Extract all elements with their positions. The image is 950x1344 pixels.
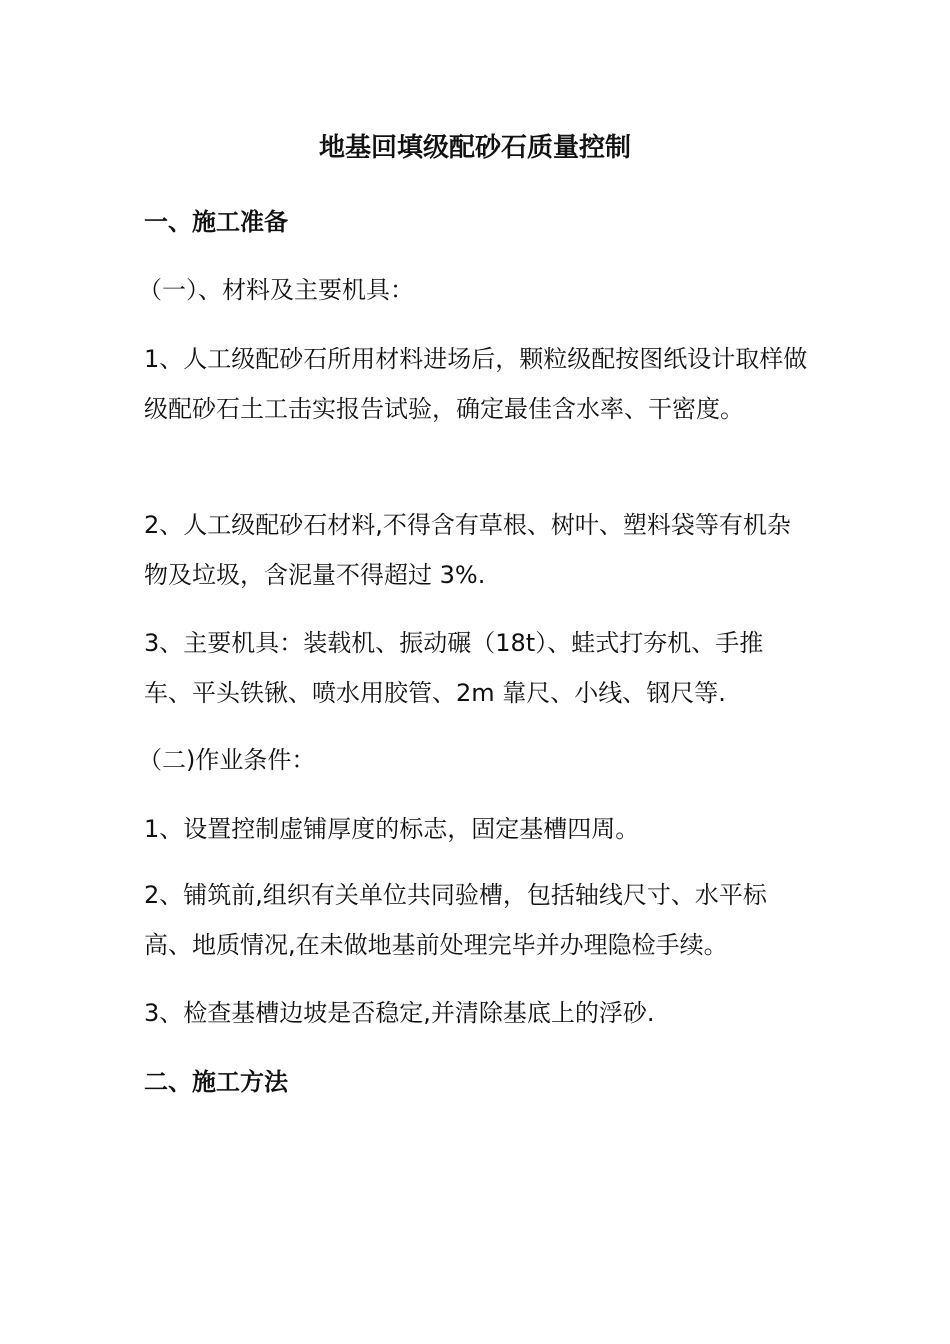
section-heading-preparation: 一、施工准备 xyxy=(144,208,288,236)
paragraph-conditions-1: 1、设置控制虚铺厚度的标志，固定基槽四周。 xyxy=(144,815,640,843)
paragraph-conditions-2: 2、铺筑前,组织有关单位共同验槽，包括轴线尺寸、水平标高、地质情况,在未做地基前处理完毕并办理隐检手续。 xyxy=(144,881,767,959)
paragraph-materials-3: 3、主要机具：装载机、振动碾（18t）、蛙式打夯机、手推车、平头铁锹、喷水用胶管、2m 靠尺、小线、钢尺等. xyxy=(144,629,764,707)
section-heading-construction-method: 二、施工方法 xyxy=(144,1068,288,1096)
paragraph-conditions-3: 3、检查基槽边坡是否稳定,并清除基底上的浮砂. xyxy=(144,999,655,1027)
subsection-heading-materials: （一）、材料及主要机具： xyxy=(138,276,414,304)
subsection-heading-conditions: （二)作业条件： xyxy=(138,746,316,774)
paragraph-materials-2: 2、人工级配砂石材料,不得含有草根、树叶、塑料袋等有机杂物及垃圾，含泥量不得超过 3%. xyxy=(144,511,791,589)
document-title: 地基回填级配砂石质量控制 xyxy=(318,133,631,163)
paragraph-materials-1: 1、人工级配砂石所用材料进场后，颗粒级配按图纸设计取样做级配砂石土工击实报告试验，确定最佳含水率、干密度。 xyxy=(144,345,808,423)
